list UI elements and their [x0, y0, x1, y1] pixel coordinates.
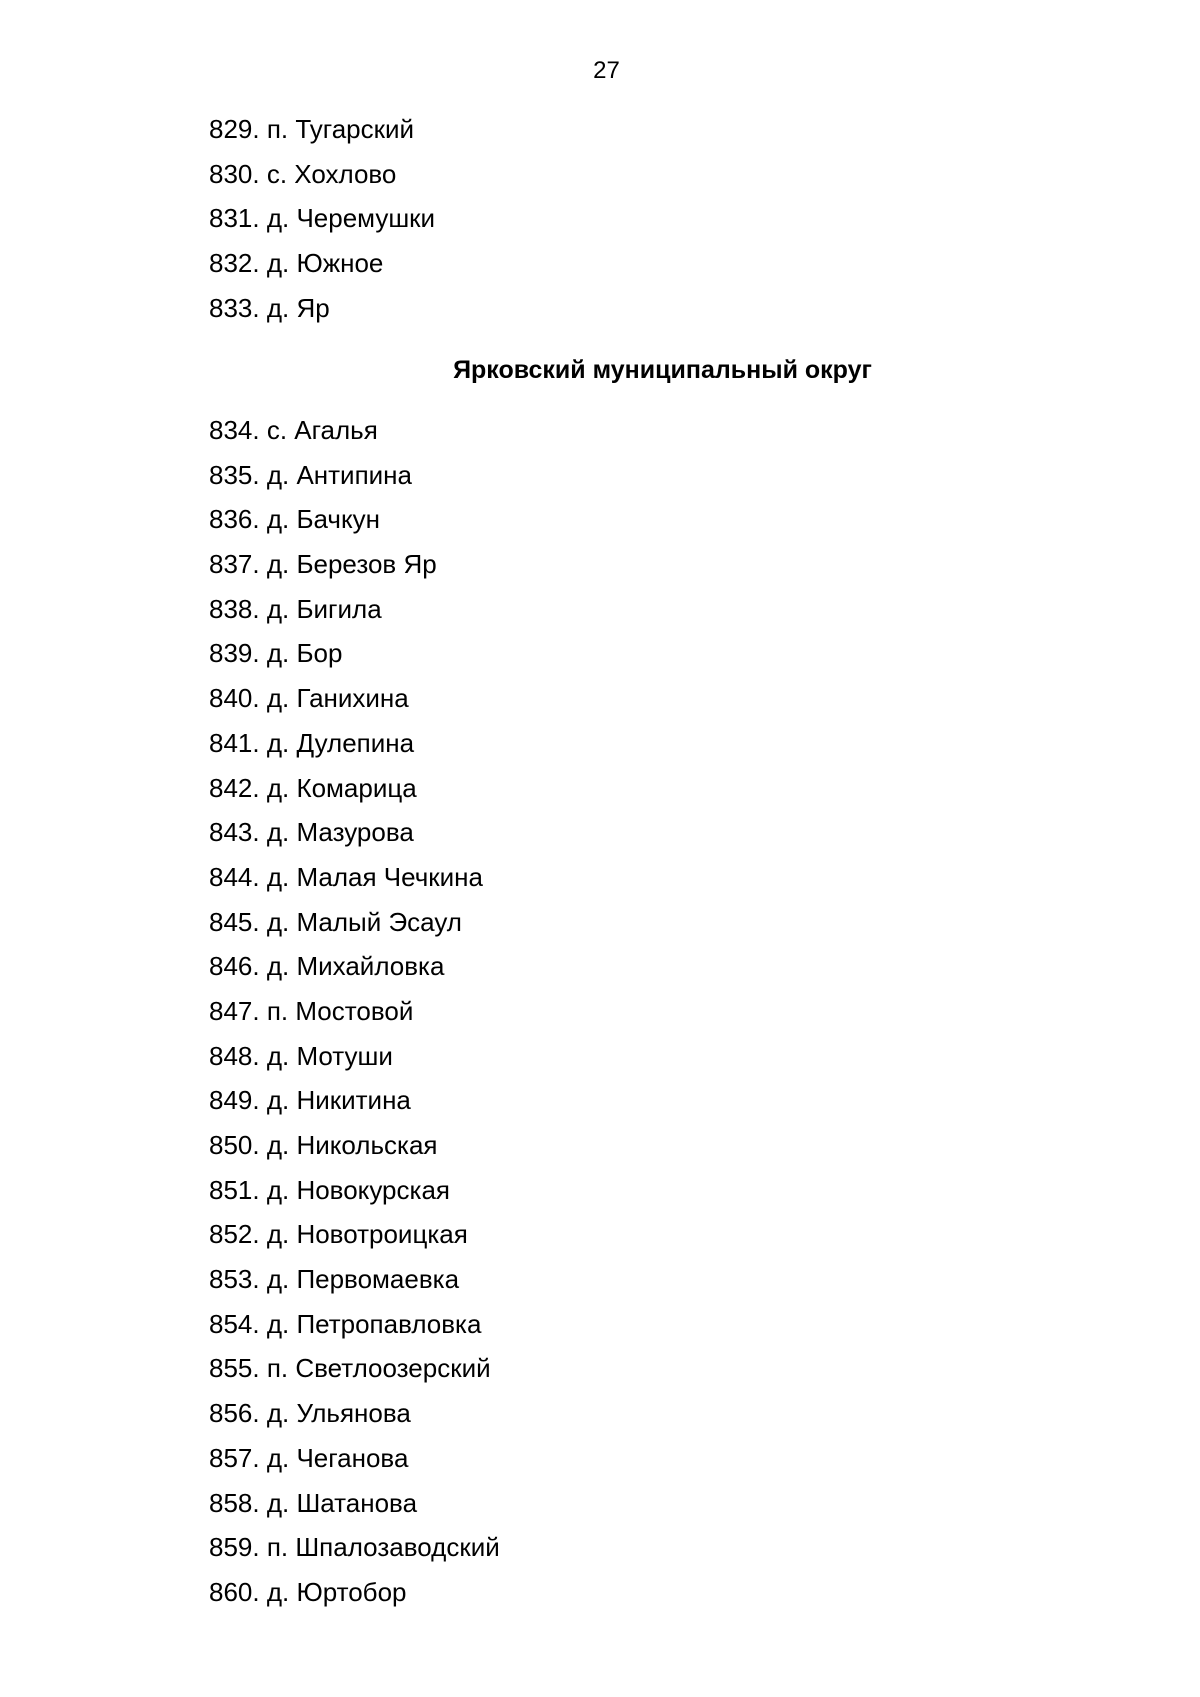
- list-item: 856. д. Ульянова: [209, 1398, 411, 1429]
- list-item: 841. д. Дулепина: [209, 727, 415, 758]
- list-item: 830. с. Хохлово: [209, 158, 397, 189]
- list-item: 836. д. Бачкун: [209, 504, 380, 535]
- list-item: 833. д. Яр: [209, 292, 330, 323]
- list-item: 829. п. Тугарский: [209, 114, 415, 144]
- section-heading: Ярковский муниципальный округ: [453, 356, 872, 384]
- list-item: 855. п. Светлоозерский: [209, 1353, 491, 1384]
- list-item: 844. д. Малая Чечкина: [209, 861, 483, 892]
- list-item: 860. д. Юртобор: [209, 1576, 407, 1607]
- list-item: 838. д. Бигила: [209, 593, 382, 624]
- page-number: 27: [593, 57, 620, 84]
- list-item: 845. д. Малый Эсаул: [209, 906, 462, 937]
- list-item: 834. с. Агалья: [209, 415, 378, 445]
- list-item: 853. д. Первомаевка: [209, 1264, 460, 1295]
- list-item: 854. д. Петропавловка: [209, 1308, 482, 1339]
- list-item: 851. д. Новокурская: [209, 1174, 450, 1205]
- settlement-list: [209, 408, 500, 1615]
- list-item: 835. д. Антипина: [209, 459, 412, 490]
- list-item: 849. д. Никитина: [209, 1085, 411, 1116]
- list-item: 840. д. Ганихина: [209, 683, 409, 714]
- list-item: 847. п. Мостовой: [209, 995, 414, 1026]
- list-item: 831. д. Черемушки: [209, 203, 436, 234]
- list-item: 857. д. Чеганова: [209, 1442, 409, 1473]
- list-item: 843. д. Мазурова: [209, 817, 414, 848]
- list-item: 842. д. Комарица: [209, 772, 417, 803]
- list-item: 846. д. Михайловка: [209, 951, 445, 982]
- settlement-list-continued: [209, 107, 435, 330]
- list-item: 839. д. Бор: [209, 638, 343, 669]
- list-item: 859. п. Шпалозаводский: [209, 1532, 500, 1563]
- list-item: 837. д. Березов Яр: [209, 549, 437, 580]
- list-item: 850. д. Никольская: [209, 1130, 438, 1160]
- list-item: 848. д. Мотуши: [209, 1040, 393, 1071]
- list-item: 858. д. Шатанова: [209, 1487, 418, 1518]
- list-item: 832. д. Южное: [209, 248, 384, 279]
- list-item: 852. д. Новотроицкая: [209, 1219, 468, 1250]
